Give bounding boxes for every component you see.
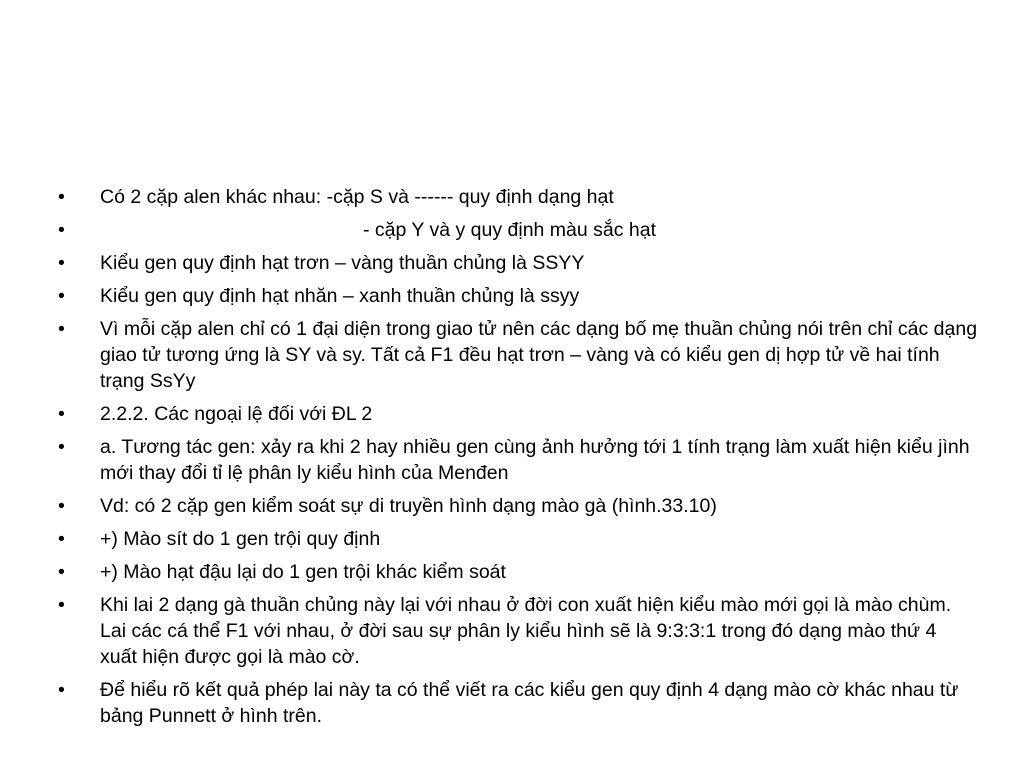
bullet-item-12 (58, 677, 978, 729)
bullet-marker: • (58, 561, 65, 583)
bullet-marker: • (58, 528, 65, 550)
bullet-text: Kiểu gen quy định hạt nhăn – xanh thuần chủng là ssyy (100, 285, 580, 307)
bullet-marker: • (58, 495, 65, 517)
bullet-text: Để hiểu rõ kết quả phép lai này ta có thể viết ra các kiểu gen quy định 4 dạng mào cờ khác nhau từ bảng Punnett ở hình trên. (100, 679, 959, 727)
bullet-item-10 (58, 559, 978, 585)
bullet-item-4 (58, 283, 978, 309)
bullet-marker: • (58, 403, 65, 425)
bullet-item-3 (58, 250, 978, 276)
bullet-marker: • (58, 436, 65, 458)
bullet-text: - cặp Y và y quy định màu sắc hạt (363, 219, 657, 241)
bullet-item-5 (58, 316, 978, 394)
bullet-text: a. Tương tác gen: xảy ra khi 2 hay nhiều gen cùng ảnh hưởng tới 1 tính trạng làm xuất hiện kiểu jình mới thay đổi tỉ lệ phân ly kiểu hình của Menđen (100, 436, 970, 484)
bullet-text: Có 2 cặp alen khác nhau: -cặp S và ------ quy định dạng hạt (100, 186, 614, 208)
bullet-item-8 (58, 493, 978, 519)
bullet-text: +) Mào sít do 1 gen trội quy định (100, 528, 381, 550)
bullet-marker: • (58, 318, 65, 340)
bullet-list (58, 184, 978, 736)
bullet-marker: • (58, 219, 65, 241)
bullet-marker: • (58, 186, 65, 208)
bullet-marker: • (58, 252, 65, 274)
bullet-item-9 (58, 526, 978, 552)
bullet-marker: • (58, 285, 65, 307)
bullet-text: Vì mỗi cặp alen chỉ có 1 đại diện trong giao tử nên các dạng bố mẹ thuần chủng nói trên chỉ các dạng giao tử tương ứng là SY và sy. Tất cả F1 đều hạt trơn – vàng và có kiểu gen dị hợp tử về hai tính trạng SsYy (100, 318, 978, 392)
bullet-text: 2.2.2. Các ngoại lệ đối với ĐL 2 (100, 403, 373, 425)
bullet-marker: • (58, 594, 65, 616)
bullet-item-1 (58, 184, 978, 210)
bullet-text: Kiểu gen quy định hạt trơn – vàng thuần chủng là SSYY (100, 252, 585, 274)
bullet-marker: • (58, 679, 65, 701)
bullet-item-2 (58, 217, 978, 243)
bullet-text: Vd: có 2 cặp gen kiểm soát sự di truyền hình dạng mào gà (hình.33.10) (100, 495, 717, 517)
bullet-text: Khi lai 2 dạng gà thuần chủng này lại với nhau ở đời con xuất hiện kiểu mào mới gọi là mào chùm. Lai các cá thể F1 với nhau, ở đời sau sự phân ly kiểu hình sẽ là 9:3:3:1 trong đó dạng mào thứ 4 xuất hiện được gọi là mào cờ. (100, 594, 952, 668)
bullet-item-11 (58, 592, 978, 670)
bullet-item-6 (58, 401, 978, 427)
bullet-text: +) Mào hạt đậu lại do 1 gen trội khác kiểm soát (100, 561, 506, 583)
bullet-item-7 (58, 434, 978, 486)
